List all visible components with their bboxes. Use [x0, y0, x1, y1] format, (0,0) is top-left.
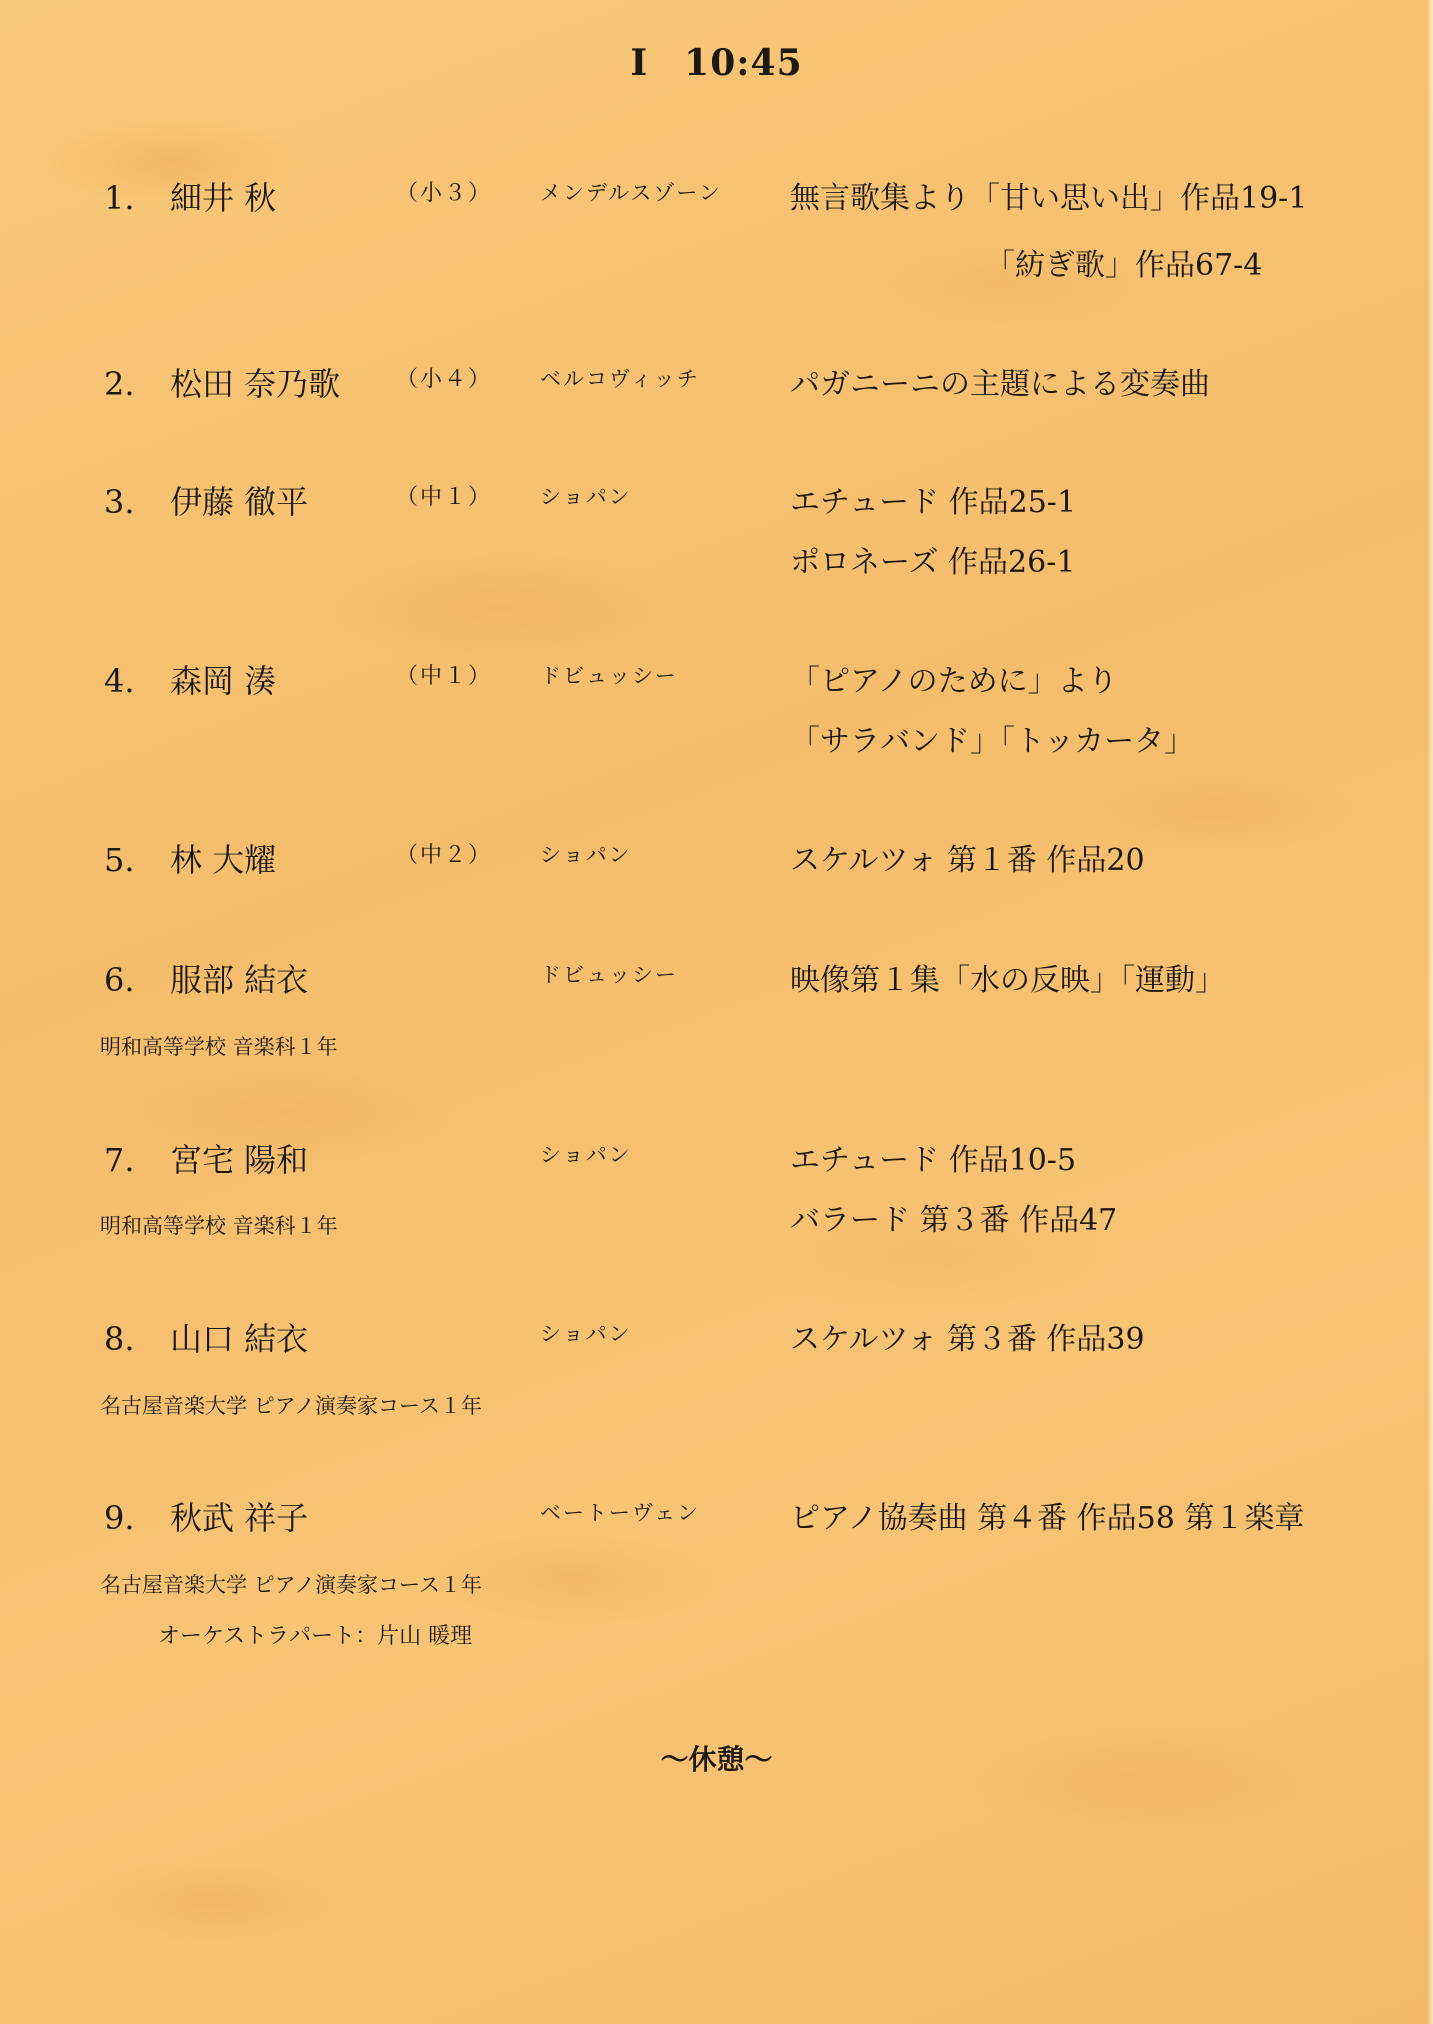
performer-name: 宮宅 陽和 [170, 1141, 309, 1179]
work-title: 「ピアノのために」より [790, 664, 1118, 699]
performer-number: 1. [104, 179, 135, 217]
performer-name: 細井 秋 [170, 179, 277, 217]
performer-grade: （小３） [396, 181, 493, 206]
performer-number: 5. [104, 841, 135, 879]
session-time: 10:45 [684, 42, 803, 84]
performer-4 [104, 656, 276, 702]
work-title: パガニーニの主題による変奏曲 [790, 367, 1210, 402]
performer-name: 林 大耀 [170, 841, 277, 879]
composer: メンデルスゾーン [540, 181, 722, 205]
performer-name: 森岡 湊 [170, 662, 277, 700]
composer: ベルコヴィッチ [540, 367, 700, 391]
work-title: スケルツォ 第１番 作品20 [790, 843, 1145, 878]
performer-grade: （中２） [396, 843, 493, 868]
composer: ショパン [540, 843, 632, 867]
performer-5 [104, 835, 276, 881]
performer-number: 9. [104, 1499, 135, 1537]
performer-affiliation: 明和高等学校 音楽科１年 [100, 1214, 338, 1238]
performer-8 [104, 1314, 308, 1360]
work-title: スケルツォ 第３番 作品39 [790, 1322, 1145, 1357]
performer-name: 服部 結衣 [170, 961, 309, 999]
work-title: エチュード 作品25-1 [790, 485, 1077, 520]
performer-number: 7. [104, 1141, 135, 1179]
session-header [0, 42, 1433, 84]
performer-7 [104, 1135, 308, 1181]
composer: ショパン [540, 485, 632, 509]
work-title: エチュード 作品10-5 [790, 1143, 1077, 1178]
performer-name: 松田 奈乃歌 [170, 365, 341, 403]
composer: ショパン [540, 1143, 632, 1167]
composer: ドビュッシー [540, 963, 678, 987]
paper-edge [1427, 0, 1433, 2024]
work-title: ピアノ協奏曲 第４番 作品58 第１楽章 [790, 1501, 1305, 1536]
intermission: ～休憩～ [660, 1743, 773, 1776]
performer-number: 8. [104, 1320, 135, 1358]
work-title: 無言歌集より「甘い思い出」作品19-1 [790, 181, 1308, 216]
performer-6 [104, 955, 308, 1001]
orchestra-part: オーケストラパート：片山 暖理 [158, 1624, 473, 1649]
composer: ドビュッシー [540, 664, 678, 688]
performer-name: 秋武 祥子 [170, 1499, 309, 1537]
work-title: 映像第１集「水の反映」「運動」 [790, 963, 1225, 998]
performer-9 [104, 1493, 308, 1539]
performer-2 [104, 359, 340, 405]
performer-affiliation: 名古屋音楽大学 ピアノ演奏家コース１年 [100, 1573, 482, 1597]
composer: ショパン [540, 1322, 632, 1346]
performer-number: 4. [104, 662, 135, 700]
work-title: 「紡ぎ歌」作品67-4 [985, 248, 1263, 283]
performer-affiliation: 明和高等学校 音楽科１年 [100, 1035, 338, 1059]
performer-number: 6. [104, 961, 135, 999]
performer-grade: （中１） [396, 485, 493, 510]
performer-grade: （中１） [396, 664, 493, 689]
composer: ベートーヴェン [540, 1501, 701, 1525]
work-title: バラード 第３番 作品47 [790, 1203, 1118, 1238]
performer-number: 3. [104, 483, 135, 521]
performer-grade: （小４） [396, 367, 493, 392]
performer-3 [104, 477, 308, 523]
performer-name: 伊藤 徹平 [170, 483, 309, 521]
session-number: I [630, 42, 649, 84]
performer-1 [104, 173, 276, 219]
work-title: 「サラバンド」「トッカータ」 [790, 724, 1195, 759]
performer-number: 2. [104, 365, 135, 403]
performer-affiliation: 名古屋音楽大学 ピアノ演奏家コース１年 [100, 1394, 482, 1418]
performer-name: 山口 結衣 [170, 1320, 309, 1358]
work-title: ポロネーズ 作品26-1 [790, 545, 1076, 580]
